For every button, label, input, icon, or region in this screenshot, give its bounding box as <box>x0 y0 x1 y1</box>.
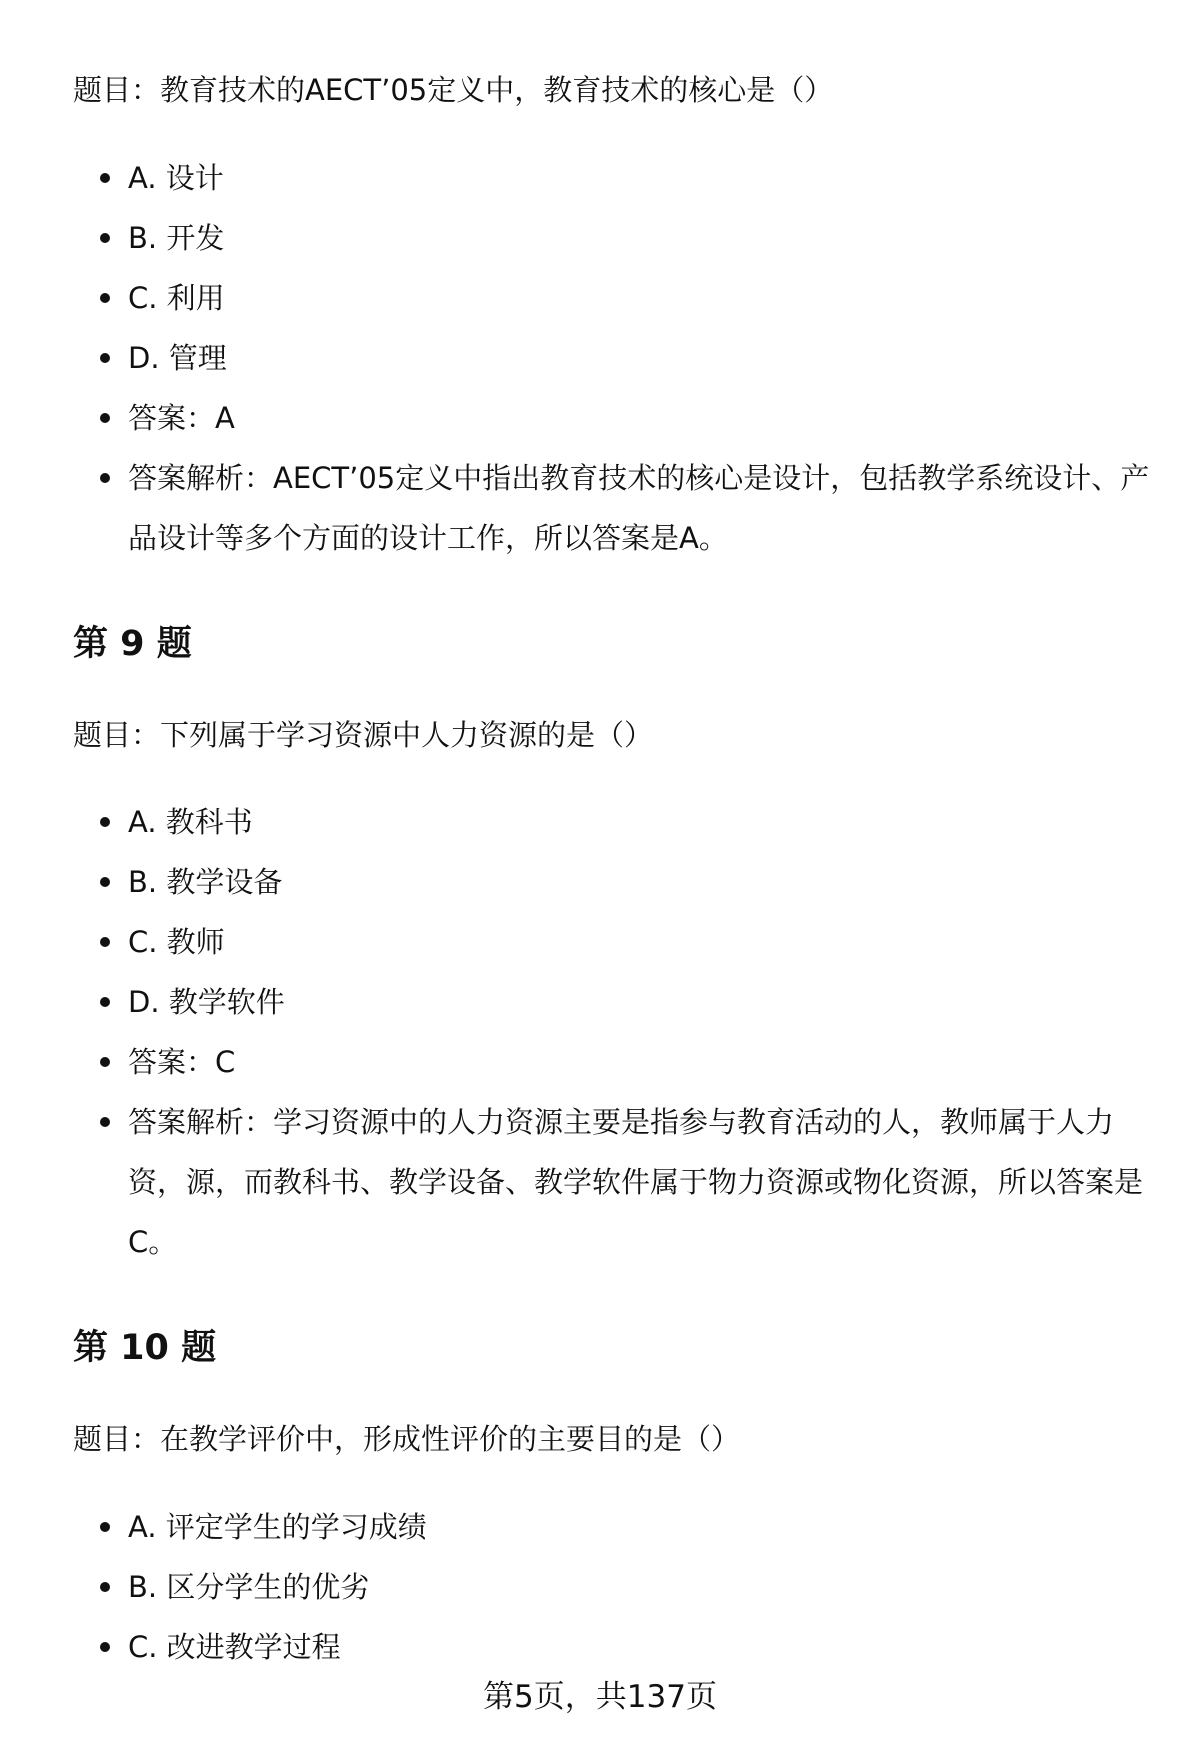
option-item: B. 教学设备 <box>73 852 1153 912</box>
question-text: 题目：下列属于学习资源中人力资源的是（） <box>73 717 654 752</box>
option-item: C. 教师 <box>73 912 1153 972</box>
option-item: D. 教学软件 <box>73 972 1153 1032</box>
option-list <box>73 148 1153 568</box>
question-text: 题目：教育技术的AECT’05定义中，教育技术的核心是（） <box>73 73 834 107</box>
option-item: D. 管理 <box>73 328 1153 388</box>
option-item: A. 设计 <box>73 148 1153 208</box>
option-item: B. 开发 <box>73 208 1153 268</box>
question-heading: 第 9 题 <box>73 623 192 664</box>
question-text: 题目：在教学评价中，形成性评价的主要目的是（） <box>73 1422 741 1457</box>
answer-item: 答案：C <box>73 1032 1153 1092</box>
option-item: C. 利用 <box>73 268 1153 328</box>
option-item: B. 区分学生的优劣 <box>73 1557 1153 1617</box>
option-list <box>73 792 1153 1272</box>
explanation-item: 答案解析：学习资源中的人力资源主要是指参与教育活动的人，教师属于人力资，源，而教科书、教学设备、教学软件属于物力资源或物化资源，所以答案是C。 <box>73 1092 1153 1272</box>
option-item: C. 改进教学过程 <box>73 1617 1153 1677</box>
option-list <box>73 1497 1153 1677</box>
page-footer: 第5页，共137页 <box>483 1679 717 1715</box>
document-page <box>73 40 1153 1677</box>
explanation-item: 答案解析：AECT’05定义中指出教育技术的核心是设计，包括教学系统设计、产品设计等多个方面的设计工作，所以答案是A。 <box>73 448 1153 568</box>
question-heading: 第 10 题 <box>73 1328 217 1369</box>
option-item: A. 教科书 <box>73 792 1153 852</box>
answer-item: 答案：A <box>73 388 1153 448</box>
option-item: A. 评定学生的学习成绩 <box>73 1497 1153 1557</box>
